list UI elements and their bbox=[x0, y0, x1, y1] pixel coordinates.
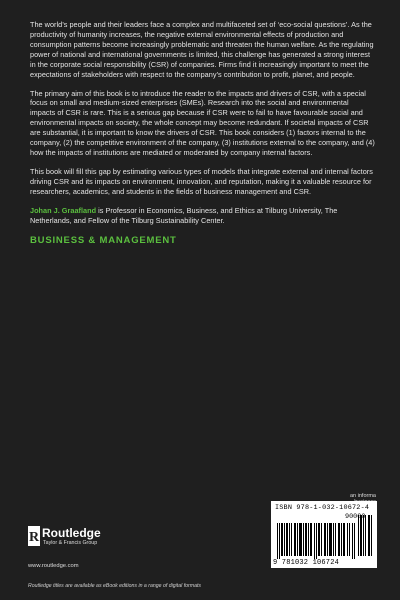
barcode-digits: 9 781032 106724 bbox=[273, 559, 340, 567]
blurb-paragraph-3: This book will fill this gap by estimating various types of models that integrate external and internal factors driving CSR and its impacts on environment, innovation, and reputation, making it a valuable resource for researchers, academics, and students in the fields of business management and CSR. bbox=[30, 166, 373, 196]
author-name: Johan J. Graafland bbox=[30, 205, 97, 215]
publisher-name: Routledge bbox=[42, 526, 101, 540]
blurb-paragraph-2: The primary aim of this book is to introduce the reader to the impacts and drivers of CSR, with a special focus on small and medium-sized enterprises (SMEs). Research into the social and environmental impacts of CSR is rare. This is a serious gap because if CSR were to fail to have favourable social and environmental impacts on society, the whole concept may become redundant. If societal impacts of CSR are substantial, it is important to know the drivers of CSR. This book considers (1) factors internal to the company, (2) the competitive environment of the company, (3) institutions external to the company, and (4) how the impacts of institutions are mediated or moderated by company internal factors. bbox=[30, 88, 375, 158]
routledge-r-icon bbox=[28, 526, 40, 546]
author-bio-text: is Professor in Economics, Business, and Ethics at Tilburg University, The Netherlands, and Fellow of the Tilburg Sustainability Center. bbox=[30, 205, 338, 225]
svg-text:R: R bbox=[28, 530, 40, 545]
isbn-barcode bbox=[271, 501, 377, 568]
blurb-text bbox=[30, 20, 375, 246]
publisher-website[interactable]: www.routledge.com bbox=[28, 563, 79, 569]
publisher-group: Taylor & Francis Group bbox=[43, 540, 98, 546]
blurb-paragraph-1: The world’s people and their leaders face a complex and multifaceted set of ‘eco-social questions’. As the productivity of humanity increases, the negative external environmental effects of production and consumption patterns become increasingly problematic and threaten the human welfare. As the regulating power of national and international governments is limited, this challenge has generated a strong interest in the corporate social responsibility (CSR) of companies. Firms find it increasingly important to meet the expectations of stakeholders with respect to the company’s contribution to profit, planet, and people. bbox=[30, 20, 374, 79]
isbn-number: ISBN 978-1-032-10672-4 bbox=[275, 504, 370, 512]
author-bio bbox=[30, 206, 375, 226]
category-label: BUSINESS & MANAGEMENT bbox=[30, 234, 177, 246]
informa-business-label: an informa bbox=[350, 493, 376, 499]
ebook-footer-note: Routledge titles are available as eBook editions in a range of digital formats bbox=[28, 583, 202, 589]
price-code: 90000 bbox=[345, 513, 366, 521]
